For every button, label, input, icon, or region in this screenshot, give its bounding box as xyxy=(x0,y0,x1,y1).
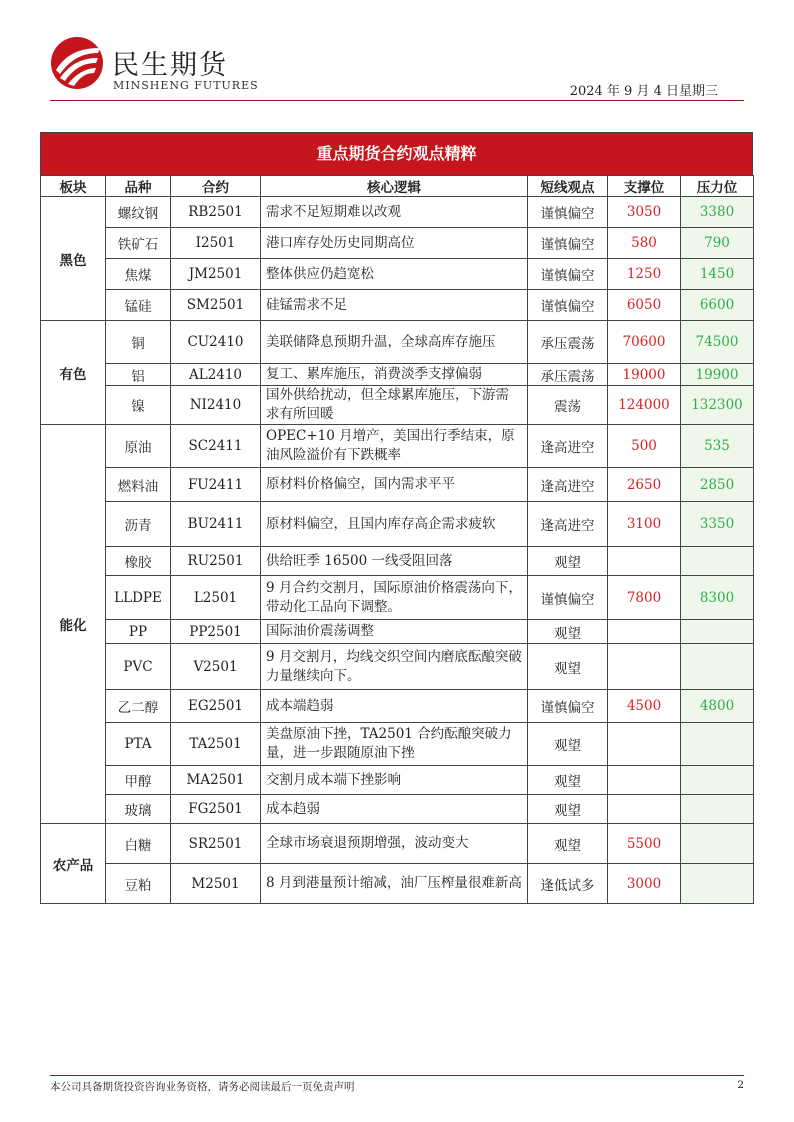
view-cell: 谨慎偏空 xyxy=(528,690,608,723)
logic-cell: 9 月交割月，均线交织空间内磨底酝酿突破力量继续向下。 xyxy=(261,644,528,690)
contract-cell: TA2501 xyxy=(171,723,261,766)
contract-cell: JM2501 xyxy=(171,259,261,290)
logic-cell: 港口库存处历史同期高位 xyxy=(261,228,528,259)
variety-cell: 铁矿石 xyxy=(106,228,171,259)
sector-cell: 能化 xyxy=(41,425,106,824)
page-header xyxy=(0,0,794,110)
contract-cell: FU2411 xyxy=(171,468,261,502)
sector-cell: 黑色 xyxy=(41,197,106,321)
table-body xyxy=(41,197,754,904)
contract-cell: PP2501 xyxy=(171,620,261,644)
logic-cell: 交割月成本端下挫影响 xyxy=(261,766,528,795)
table-row xyxy=(41,364,754,386)
support-cell xyxy=(608,620,681,644)
view-cell: 观望 xyxy=(528,620,608,644)
support-cell: 70600 xyxy=(608,321,681,364)
logic-cell: 需求不足短期难以改观 xyxy=(261,197,528,228)
resistance-cell: 74500 xyxy=(681,321,754,364)
view-cell: 逢高进空 xyxy=(528,425,608,468)
table-row xyxy=(41,468,754,502)
variety-cell: 甲醇 xyxy=(106,766,171,795)
view-cell: 观望 xyxy=(528,824,608,864)
view-cell: 逢高进空 xyxy=(528,502,608,547)
logic-cell: 原材料偏空，且国内库存高企需求疲软 xyxy=(261,502,528,547)
view-cell: 承压震荡 xyxy=(528,364,608,386)
variety-cell: 玻璃 xyxy=(106,795,171,824)
contract-cell: SC2411 xyxy=(171,425,261,468)
support-cell: 500 xyxy=(608,425,681,468)
contract-cell: FG2501 xyxy=(171,795,261,824)
resistance-cell: 19900 xyxy=(681,364,754,386)
variety-cell: 橡胶 xyxy=(106,547,171,576)
header-logic: 核心逻辑 xyxy=(261,176,528,197)
header-contract: 合约 xyxy=(171,176,261,197)
resistance-cell: 790 xyxy=(681,228,754,259)
minsheng-logo-icon xyxy=(50,36,104,90)
support-cell: 7800 xyxy=(608,576,681,620)
header-variety: 品种 xyxy=(106,176,171,197)
contract-cell: AL2410 xyxy=(171,364,261,386)
logic-cell: 供给旺季 16500 一线受阻回落 xyxy=(261,547,528,576)
resistance-cell: 8300 xyxy=(681,576,754,620)
variety-cell: 铝 xyxy=(106,364,171,386)
sector-cell: 农产品 xyxy=(41,824,106,904)
resistance-cell xyxy=(681,547,754,576)
support-cell: 2650 xyxy=(608,468,681,502)
support-cell: 6050 xyxy=(608,290,681,321)
resistance-cell xyxy=(681,723,754,766)
header-sector: 板块 xyxy=(41,176,106,197)
contract-cell: SR2501 xyxy=(171,824,261,864)
variety-cell: 锰硅 xyxy=(106,290,171,321)
variety-cell: 沥青 xyxy=(106,502,171,547)
resistance-cell: 6600 xyxy=(681,290,754,321)
variety-cell: 燃料油 xyxy=(106,468,171,502)
support-cell: 19000 xyxy=(608,364,681,386)
variety-cell: 豆粕 xyxy=(106,864,171,904)
table-row xyxy=(41,644,754,690)
table-row xyxy=(41,864,754,904)
table-row xyxy=(41,547,754,576)
resistance-cell: 1450 xyxy=(681,259,754,290)
logic-cell: 成本趋弱 xyxy=(261,795,528,824)
contract-cell: BU2411 xyxy=(171,502,261,547)
table-row xyxy=(41,766,754,795)
view-cell: 谨慎偏空 xyxy=(528,228,608,259)
logic-cell: OPEC+10 月增产，美国出行季结束，原油风险溢价有下跌概率 xyxy=(261,425,528,468)
resistance-cell xyxy=(681,824,754,864)
resistance-cell: 132300 xyxy=(681,386,754,425)
logic-cell: 8 月到港量预计缩减，油厂压榨量很难新高 xyxy=(261,864,528,904)
futures-view-table xyxy=(40,132,753,904)
table-row xyxy=(41,197,754,228)
page-number: 2 xyxy=(737,1079,744,1091)
variety-cell: PP xyxy=(106,620,171,644)
footer-divider xyxy=(50,1075,744,1076)
support-cell: 3000 xyxy=(608,864,681,904)
header-view: 短线观点 xyxy=(528,176,608,197)
table-row xyxy=(41,620,754,644)
variety-cell: 焦煤 xyxy=(106,259,171,290)
view-cell: 观望 xyxy=(528,547,608,576)
view-cell: 逢低试多 xyxy=(528,864,608,904)
contract-cell: NI2410 xyxy=(171,386,261,425)
variety-cell: 白糖 xyxy=(106,824,171,864)
disclaimer-text: 本公司具备期货投资咨询业务资格，请务必阅读最后一页免责声明 xyxy=(50,1081,355,1093)
support-cell: 1250 xyxy=(608,259,681,290)
table-row xyxy=(41,259,754,290)
table-row xyxy=(41,321,754,364)
contract-cell: M2501 xyxy=(171,864,261,904)
header-support: 支撑位 xyxy=(608,176,681,197)
view-cell: 逢高进空 xyxy=(528,468,608,502)
resistance-cell xyxy=(681,864,754,904)
contract-cell: RU2501 xyxy=(171,547,261,576)
table-row xyxy=(41,576,754,620)
resistance-cell xyxy=(681,766,754,795)
logic-cell: 成本端趋弱 xyxy=(261,690,528,723)
table-title: 重点期货合约观点精粹 xyxy=(40,132,753,175)
contract-cell: SM2501 xyxy=(171,290,261,321)
table-row xyxy=(41,824,754,864)
view-cell: 观望 xyxy=(528,795,608,824)
logic-cell: 9 月合约交割月，国际原油价格震荡向下，带动化工品向下调整。 xyxy=(261,576,528,620)
resistance-cell: 4800 xyxy=(681,690,754,723)
brand-name-cn: 民生期货 xyxy=(112,50,228,81)
support-cell: 124000 xyxy=(608,386,681,425)
view-cell: 谨慎偏空 xyxy=(528,576,608,620)
support-cell: 4500 xyxy=(608,690,681,723)
table-row xyxy=(41,228,754,259)
variety-cell: 镍 xyxy=(106,386,171,425)
view-table xyxy=(40,175,754,904)
support-cell: 3100 xyxy=(608,502,681,547)
header-resistance: 压力位 xyxy=(681,176,754,197)
view-cell: 观望 xyxy=(528,766,608,795)
table-row xyxy=(41,502,754,547)
resistance-cell: 2850 xyxy=(681,468,754,502)
table-row xyxy=(41,386,754,425)
support-cell xyxy=(608,795,681,824)
table-row xyxy=(41,723,754,766)
view-cell: 承压震荡 xyxy=(528,321,608,364)
variety-cell: 乙二醇 xyxy=(106,690,171,723)
contract-cell: L2501 xyxy=(171,576,261,620)
logic-cell: 美联储降息预期升温，全球高库存施压 xyxy=(261,321,528,364)
support-cell: 3050 xyxy=(608,197,681,228)
logic-cell: 国际油价震荡调整 xyxy=(261,620,528,644)
contract-cell: RB2501 xyxy=(171,197,261,228)
variety-cell: 螺纹钢 xyxy=(106,197,171,228)
resistance-cell xyxy=(681,620,754,644)
view-cell: 谨慎偏空 xyxy=(528,290,608,321)
variety-cell: PVC xyxy=(106,644,171,690)
brand-name-en: MINSHENG FUTURES xyxy=(113,79,259,92)
contract-cell: EG2501 xyxy=(171,690,261,723)
logic-cell: 国外供给扰动，但全球累库施压，下游需求有所回暖 xyxy=(261,386,528,425)
support-cell: 5500 xyxy=(608,824,681,864)
contract-cell: I2501 xyxy=(171,228,261,259)
contract-cell: MA2501 xyxy=(171,766,261,795)
contract-cell: V2501 xyxy=(171,644,261,690)
support-cell xyxy=(608,644,681,690)
view-cell: 观望 xyxy=(528,723,608,766)
variety-cell: PTA xyxy=(106,723,171,766)
view-cell: 震荡 xyxy=(528,386,608,425)
table-row xyxy=(41,690,754,723)
resistance-cell: 535 xyxy=(681,425,754,468)
support-cell: 580 xyxy=(608,228,681,259)
logic-cell: 全球市场衰退预期增强，波动变大 xyxy=(261,824,528,864)
support-cell xyxy=(608,547,681,576)
variety-cell: 原油 xyxy=(106,425,171,468)
resistance-cell xyxy=(681,644,754,690)
table-row xyxy=(41,425,754,468)
logic-cell: 美盘原油下挫，TA2501 合约酝酿突破力量，进一步跟随原油下挫 xyxy=(261,723,528,766)
resistance-cell xyxy=(681,795,754,824)
variety-cell: LLDPE xyxy=(106,576,171,620)
logic-cell: 硅锰需求不足 xyxy=(261,290,528,321)
support-cell xyxy=(608,766,681,795)
logic-cell: 整体供应仍趋宽松 xyxy=(261,259,528,290)
table-row xyxy=(41,795,754,824)
view-cell: 谨慎偏空 xyxy=(528,197,608,228)
view-cell: 谨慎偏空 xyxy=(528,259,608,290)
sector-cell: 有色 xyxy=(41,321,106,425)
variety-cell: 铜 xyxy=(106,321,171,364)
resistance-cell: 3380 xyxy=(681,197,754,228)
logic-cell: 复工、累库施压，消费淡季支撑偏弱 xyxy=(261,364,528,386)
header-divider xyxy=(50,100,744,101)
resistance-cell: 3350 xyxy=(681,502,754,547)
logic-cell: 原材料价格偏空，国内需求平平 xyxy=(261,468,528,502)
table-row xyxy=(41,290,754,321)
report-date: 2024 年 9 月 4 日星期三 xyxy=(569,84,718,99)
support-cell xyxy=(608,723,681,766)
table-header-row xyxy=(41,176,754,197)
contract-cell: CU2410 xyxy=(171,321,261,364)
view-cell: 观望 xyxy=(528,644,608,690)
